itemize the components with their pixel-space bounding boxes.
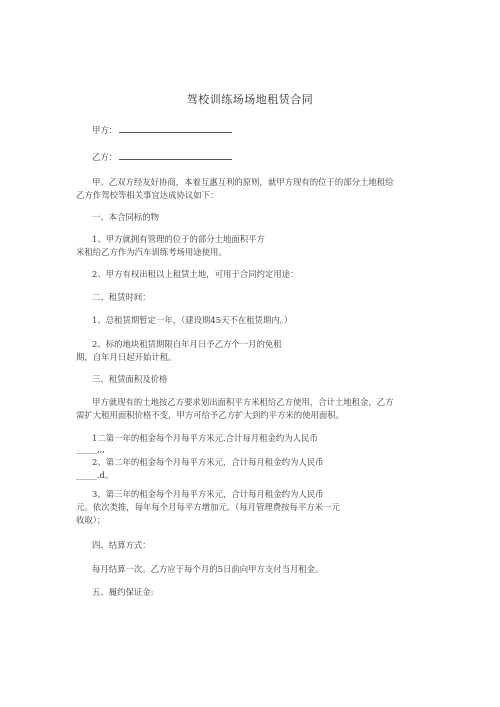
s3-item2-line-2: _____.d。 <box>76 470 114 480</box>
party-b-label: 乙方： <box>92 152 118 162</box>
s1-item1-line-2: 米租给乙方作为汽车训练考场用途使用。 <box>76 247 227 257</box>
s1-item2: 2、甲方有权出租以上租赁土地，可用于合同约定用途： <box>92 269 299 279</box>
s3-item2-line-1: 2、第二年的租金每个月每平方米元，合计每月租金约为人民币 <box>92 457 324 467</box>
intro-line-1: 甲、乙双方经友好协商，本着互惠互利的原则，就甲方现有的位于的部分土地租给 <box>92 177 394 187</box>
s2-item2-line-1: 2、标的地块租赁期限自年月日予乙方个一月的免租 <box>92 339 282 349</box>
party-a-field <box>92 124 500 136</box>
s3-item3-line-1: 3、第三年的租金每个月每平方米元，合计每月租金约为人民币 <box>92 489 324 499</box>
party-b-field <box>92 151 500 163</box>
s2-item1: 1、总租赁期暂定一年，（建设期45天不在租赁期内。） <box>92 315 293 325</box>
section-5-heading: 五、履约保证金: <box>92 587 154 597</box>
s3-item1-line-2: _____,,, <box>76 444 105 454</box>
intro-line-2: 乙方作驾校等相关事宜达成协议如下： <box>76 190 219 200</box>
s3-intro-line-1: 甲方就现有的土地按乙方要求划出面积平方米租给乙方使用，合计土地租金，乙方 <box>92 397 394 407</box>
document-title: 驾校训练场场地租赁合同 <box>186 93 314 106</box>
s3-item3-line-3: 收取）； <box>76 515 106 525</box>
s3-item1-line-1: 1二第一年的租金每个月每平方米元.合计每月租金约为人民币 <box>92 433 318 443</box>
s2-item2-line-2: 期，自年月日起开始计租。 <box>76 352 177 362</box>
section-2-heading: 二、租赁时间： <box>92 292 151 302</box>
s4-text: 每月结算一次。乙方应于每个月的5日前向甲方支付当月租金。 <box>92 564 324 574</box>
s3-intro-line-2: 需扩大租用面积价格不变，甲方可给予乙方扩大到约平方米的使用面积。 <box>76 410 344 420</box>
section-1-heading: 一、本合同标的物 <box>92 212 159 222</box>
section-3-heading: 三、租赁面积及价格 <box>92 374 168 384</box>
section-4-heading: 四、结算方式： <box>92 540 151 550</box>
party-b-blank <box>119 151 232 160</box>
party-a-blank <box>119 124 232 133</box>
s3-item3-line-2: 元。依次类推，每年每个月每平方增加元。（每月管理费按每平方米一元 <box>76 502 340 512</box>
party-a-label: 甲方： <box>92 125 118 135</box>
s1-item1-line-1: 1、甲方就拥有管理的位于的部分土地面积平方 <box>92 234 265 244</box>
